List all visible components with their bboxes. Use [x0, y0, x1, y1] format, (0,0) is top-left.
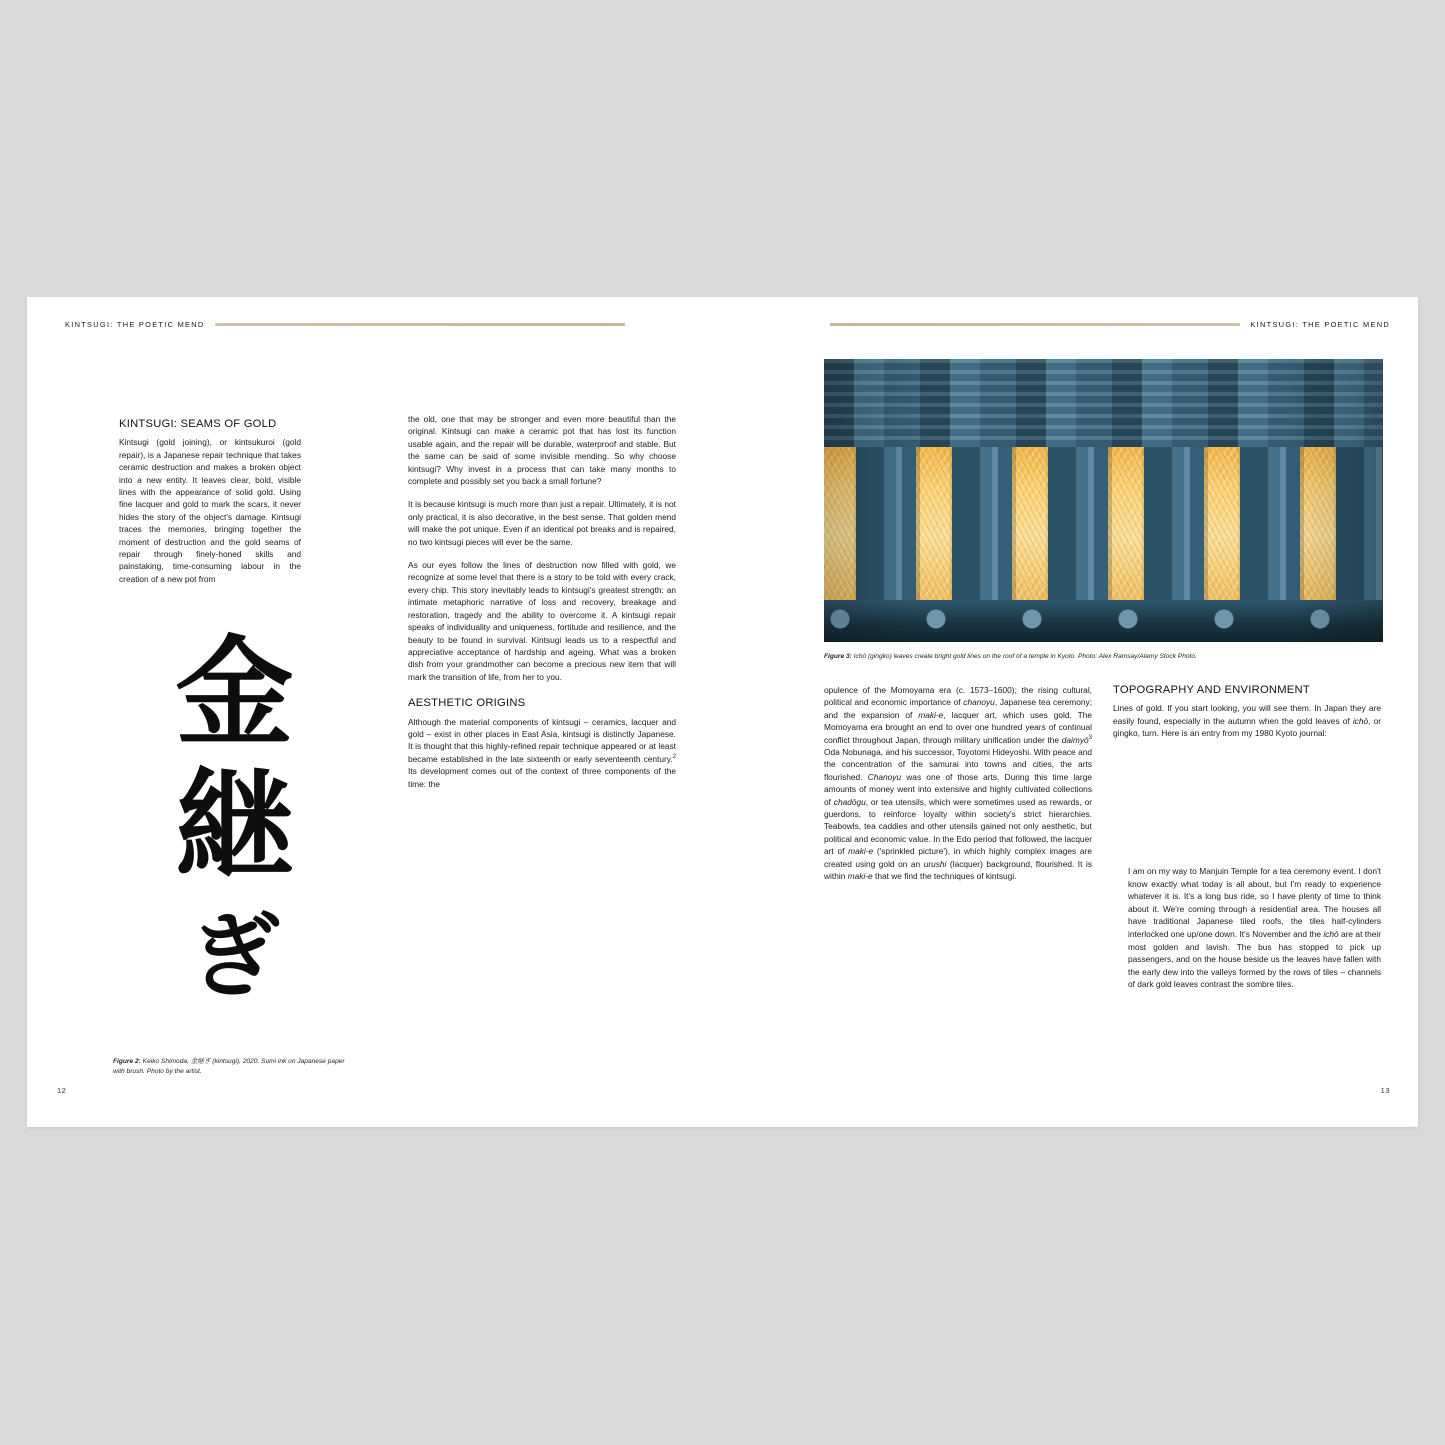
kanji-glyph-tsugi: 継: [175, 756, 294, 894]
left-column-two: [408, 413, 676, 790]
r1-d: Oda Nobunaga, and his successor, Toyotomi Hideyoshi. With peace and the concentration of the samurai into towns and cities, the arts flourished.: [824, 747, 1092, 782]
r1-italic-daimyo: daimyō: [1061, 734, 1089, 745]
r1-g: ('sprinkled picture'), in which highly complex images are created using gold on an: [824, 846, 1092, 869]
r1-italic-makie-2: maki-e: [848, 846, 874, 857]
r1-italic-makie-1: maki-e: [918, 709, 944, 720]
r2-italic-icho: ichō: [1352, 715, 1369, 726]
body-paragraph-l2-2: It is because kintsugi is much more than just a repair. Ultimately, it is not only practical, it is also decorative, in the best sense. That golden mend will make the pot unique. Even if an identical pot breaks and is repaired, no two kintsugi pieces will ever be the same.: [408, 499, 676, 547]
r1-b: , Japanese tea ceremony; and the expansion of: [824, 697, 1093, 720]
r1-i: that we find the techniques of kintsugi.: [872, 871, 1017, 882]
section-heading-aesthetic-origins: AESTHETIC ORIGINS: [408, 697, 526, 710]
running-head-left: [65, 317, 625, 331]
r1-e: was one of those arts. During this time large amounts of money went into extensive and highly cultivated collections of: [824, 771, 1092, 807]
quote-b: are at their most golden and lavish. The bus has stopped to pick up passengers, and on the house beside us the leaves have fallen with the early dew into the valleys formed by the rows of tiles – channels of dark gold leaves contrast the sombre tiles.: [1128, 928, 1381, 990]
kanji-glyph-kin: 金: [175, 624, 294, 762]
body-text-b: Its development comes out of the context of three components of the time: the: [408, 766, 676, 789]
body-paragraph-r2: [1113, 702, 1381, 739]
section-heading-topography-and-environment: TOPOGRAPHY AND ENVIRONMENT: [1113, 684, 1310, 696]
folio-left: 12: [57, 1086, 67, 1095]
figure-3-caption-text: Ichō (gingko) leaves create bright gold lines on the roof of a temple in Kyoto. Photo: Alex Ramsay/Alamy Stock Photo.: [851, 653, 1197, 660]
journal-blockquote: [1128, 865, 1381, 991]
body-paragraph-r1: [824, 684, 1092, 883]
body-paragraph-l2-4: [408, 716, 676, 790]
kanji-glyph-gi: ぎ: [188, 903, 281, 1010]
running-head-left-text: KINTSUGI: THE POETIC MEND: [65, 319, 205, 329]
r1-f: , or tea utensils, which were sometimes used as rewards, or guerdons, to reinforce loyalty within society's strict hierarchies. Teabowls, tea caddies and other utensils gained not only aesthetic, but political and economic value. In the Edo period that followed, the lacquer art of: [824, 796, 1092, 857]
figure-2-caption: [113, 1057, 358, 1077]
body-paragraph-l2-1: the old, one that may be stronger and even more beautiful than the original. Kintsugi can make a ceramic pot that has lost its function usable again, and the repair will be durable, waterproof and stable. But the same can be said of some invisible mending. So why choose kintsugi? Why invest in a process that can take many months to complete and possibly set you back a small fortune?: [408, 414, 676, 487]
folio-right: 13: [1380, 1086, 1390, 1095]
body-text-a: Although the material components of kintsugi – ceramics, lacquer and gold – exist in other places in East Asia, kintsugi is distinctly Japanese. It is thought that this highly-refined repair technique appeared or at least became established in the late sixteenth or early seventeenth century.: [408, 716, 676, 764]
book-spread: [27, 297, 1418, 1127]
r1-italic-chanoyu-2: Chanoyu: [867, 771, 902, 782]
r1-italic-chadogu: chadōgu: [833, 796, 866, 807]
figure-2-caption-label: Figure 2:: [113, 1058, 141, 1065]
footnote-marker-3: 3: [1088, 734, 1092, 741]
figure-2-caption-text: Keiko Shimoda, 金継ぎ (kintsugi), 2020. Sumi ink on Japanese paper with brush. Photo by the artist.: [113, 1058, 345, 1076]
left-column-one: [119, 418, 301, 585]
r1-italic-makie-3: maki-e: [847, 871, 873, 882]
figure-3-caption-label: Figure 3:: [824, 653, 852, 660]
right-column-two: [1113, 684, 1381, 740]
right-column-one: [824, 684, 1092, 883]
r1-c: , lacquer art, which uses gold. The Momoyama era brought an end to over one hundred years of continual conflict throughout Japan, through military unification under the: [824, 709, 1092, 745]
quote-italic-icho: ichō: [1323, 928, 1339, 939]
body-paragraph-l2-3: As our eyes follow the lines of destruction now filled with gold, we recognize at some level that there is a story to be told with every crack, every chip. This story inevitably leads to kintsugi's greatest strength: an intimate metaphoric narrative of loss and recovery, breakage and restoration, tragedy and the ability to overcome it. A kintsugi repair speaks of individuality and uniqueness, fortitude and resilience, and the beauty to be found in survival. Kintsugi leads us to a respectful and appreciative acceptance of hardship and ageing. What was a broken dish from your grandmother can become a precious new item that will mark the transition of life, from her to you.: [408, 560, 676, 682]
r2-b: , or gingko, turn. Here is an entry from my 1980 Kyoto journal:: [1113, 715, 1381, 739]
running-head-right: [830, 317, 1390, 331]
r1-h: (lacquer) background, flourished. It is within: [824, 858, 1092, 882]
body-paragraph-l1: Kintsugi (gold joining), or kintsukuroi (gold repair), is a Japanese repair technique that takes ceramic destruction and makes a broken object into a new entity. It leaves clear, bold, visible lines with the appearance of solid gold. Using fine lacquer and gold to mark the scars, it never hides the story of the object's damage. Kintsugi traces the memories, bringing together the moment of destruction and the gold seams of repair through finely-honed skills and painstaking, time-consuming labour in the creation of a new pot from: [119, 437, 301, 584]
quote-a: I am on my way to Manjuin Temple for a tea ceremony event. I don't know exactly what today is all about, but I'm ready to experience whatever it is. It's a long bus ride, so I have plenty of time to think about it. We're coming through a residential area. The houses all have traditional Japanese tiled roofs, the tiles half-cylinders interlocked one up/one down. It's November and the: [1128, 866, 1381, 939]
kintsugi-kanji-artwork: [127, 624, 342, 1032]
r1-italic-urushi: urushi: [923, 858, 947, 869]
r1-a: opulence of the Momoyama era (c. 1573–1600); the rising cultural, political and economic importance of: [824, 685, 1092, 708]
page-title-kintsugi-seams-of-gold: KINTSUGI: SEAMS OF GOLD: [119, 418, 277, 430]
figure-3-photograph-temple-roof: [824, 359, 1383, 642]
roof-tile-rows-upper: [824, 359, 1383, 447]
running-head-rule-left: [215, 323, 625, 326]
figure-3-caption: [824, 652, 1384, 662]
r1-italic-chanoyu: chanoyu: [963, 697, 995, 708]
roof-eaves-end-caps: [824, 600, 1383, 642]
left-page: [27, 297, 722, 1127]
footnote-marker-2: 2: [672, 753, 676, 760]
r2-a: Lines of gold. If you start looking, you will see them. In Japan they are easily found, especially in the autumn when the gold leaves of: [1113, 703, 1381, 726]
running-head-rule-right: [830, 323, 1240, 326]
running-head-right-text: KINTSUGI: THE POETIC MEND: [1250, 319, 1390, 329]
